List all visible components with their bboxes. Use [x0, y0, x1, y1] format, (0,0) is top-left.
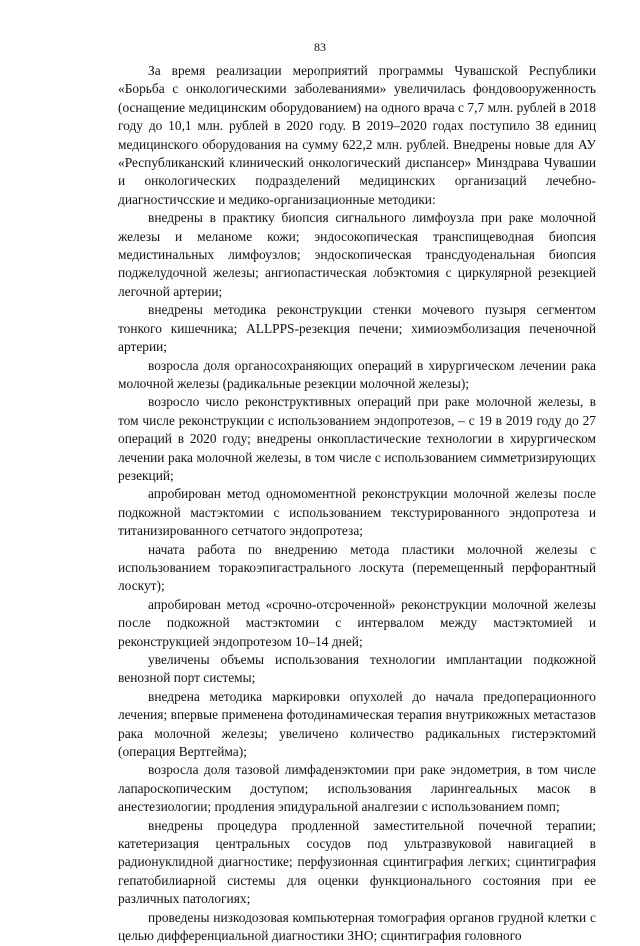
paragraph: увеличены объемы использования технологии имплантации подкожной венозной порт системы; [118, 652, 596, 686]
body-text [118, 62, 596, 946]
paragraph: возросло число реконструктивных операций при раке молочной железы, в том числе реконструкции с использованием эндопротезов, – с 19 в 2019 году до 27 операций в 2020 году; внедрены онкопластические технологии в хирургическом лечении рака молочной железы, в том числе с использованием симметризирующих резекций; [118, 394, 596, 483]
paragraph: За время реализации мероприятий программы Чувашской Республики «Борьба с онкологическими заболеваниями» увеличилась фондовооруженность (оснащение медицинским оборудованием) на одного врача с 7,7 млн. рублей в 2018 году до 10,1 млн. рублей в 2020 году. В 2019–2020 годах поступило 38 единиц медицинского оборудования на сумму 622,2 млн. рублей. Внедрены новые для АУ «Республиканский клинический онкологический диспансер» Минздрава Чувашии и онкологических подразделений медицинских организаций лечебно-диагностичсские и медико-организационные методики: [118, 63, 596, 207]
paragraph: внедрена методика маркировки опухолей до начала предоперационного лечения; впервые применена фотодинамическая терапия внутрикожных метастазов рака молочной железы; увеличено количество радикальных гистерэктомий (операция Вертгейма); [118, 688, 596, 760]
paragraph: начата работа по внедрению метода пластики молочной железы с использованием торакоэпигастрального лоскута (перемещенный перфорантный лоскут); [118, 541, 596, 594]
paragraph: внедрены процедура продленной заместительной почечной терапии; катетеризация центральных сосудов под ультразвуковой навигацией в радионуклидной диагностике; перфузионная сцинтиграфия легких; сцинтиграфия гепатобилиарной системы для оценки функционального состояния при ее различных патологиях; [118, 817, 596, 907]
paragraph: возросла доля тазовой лимфаденэктомии при раке эндометрия, в том числе лапароскопическим доступом; использования ларингеальных масок в анестезиологии; продления эпидуральной аналгезии с использованием помп; [118, 762, 596, 815]
paragraph: внедрены в практику биопсия сигнального лимфоузла при раке молочной железы и меланоме кожи; эндосокопическая транспищеводная биопсия медистинальных лимфоузлов; эндоскопическая трансдуоденальная биопсия поджелудочной железы; ангиопастическая лобэктомия с циркулярной резекцией легочной артерии; [118, 210, 596, 299]
page-number: 83 [314, 40, 326, 54]
paragraph: возросла доля органосохраняющих операций в хирургическом лечении рака молочной железы (радикальные резекции молочной железы); [118, 357, 596, 391]
paragraph: внедрены методика реконструкции стенки мочевого пузыря сегментом тонкого кишечника; ALLPPS-резекция печени; химиоэмболизация печеночной артерии; [118, 302, 596, 355]
paragraph: апробирован метод одномоментной реконструкции молочной железы после подкожной мастэктомии с использованием текстурированного эндопротеза и титанизированного сетчатого эндопротеза; [118, 486, 596, 539]
paragraph: апробирован метод «срочно-отсроченной» реконструкции молочной железы после подкожной мастэктомии с интервалом между мастэктомией и реконструкцией эндопротезом 10–14 дней; [118, 596, 596, 649]
paragraph: проведены низкодозовая компьютерная томография органов грудной клетки с целью дифференциальной диагностики ЗНО; сцинтиграфия головного [118, 909, 596, 944]
